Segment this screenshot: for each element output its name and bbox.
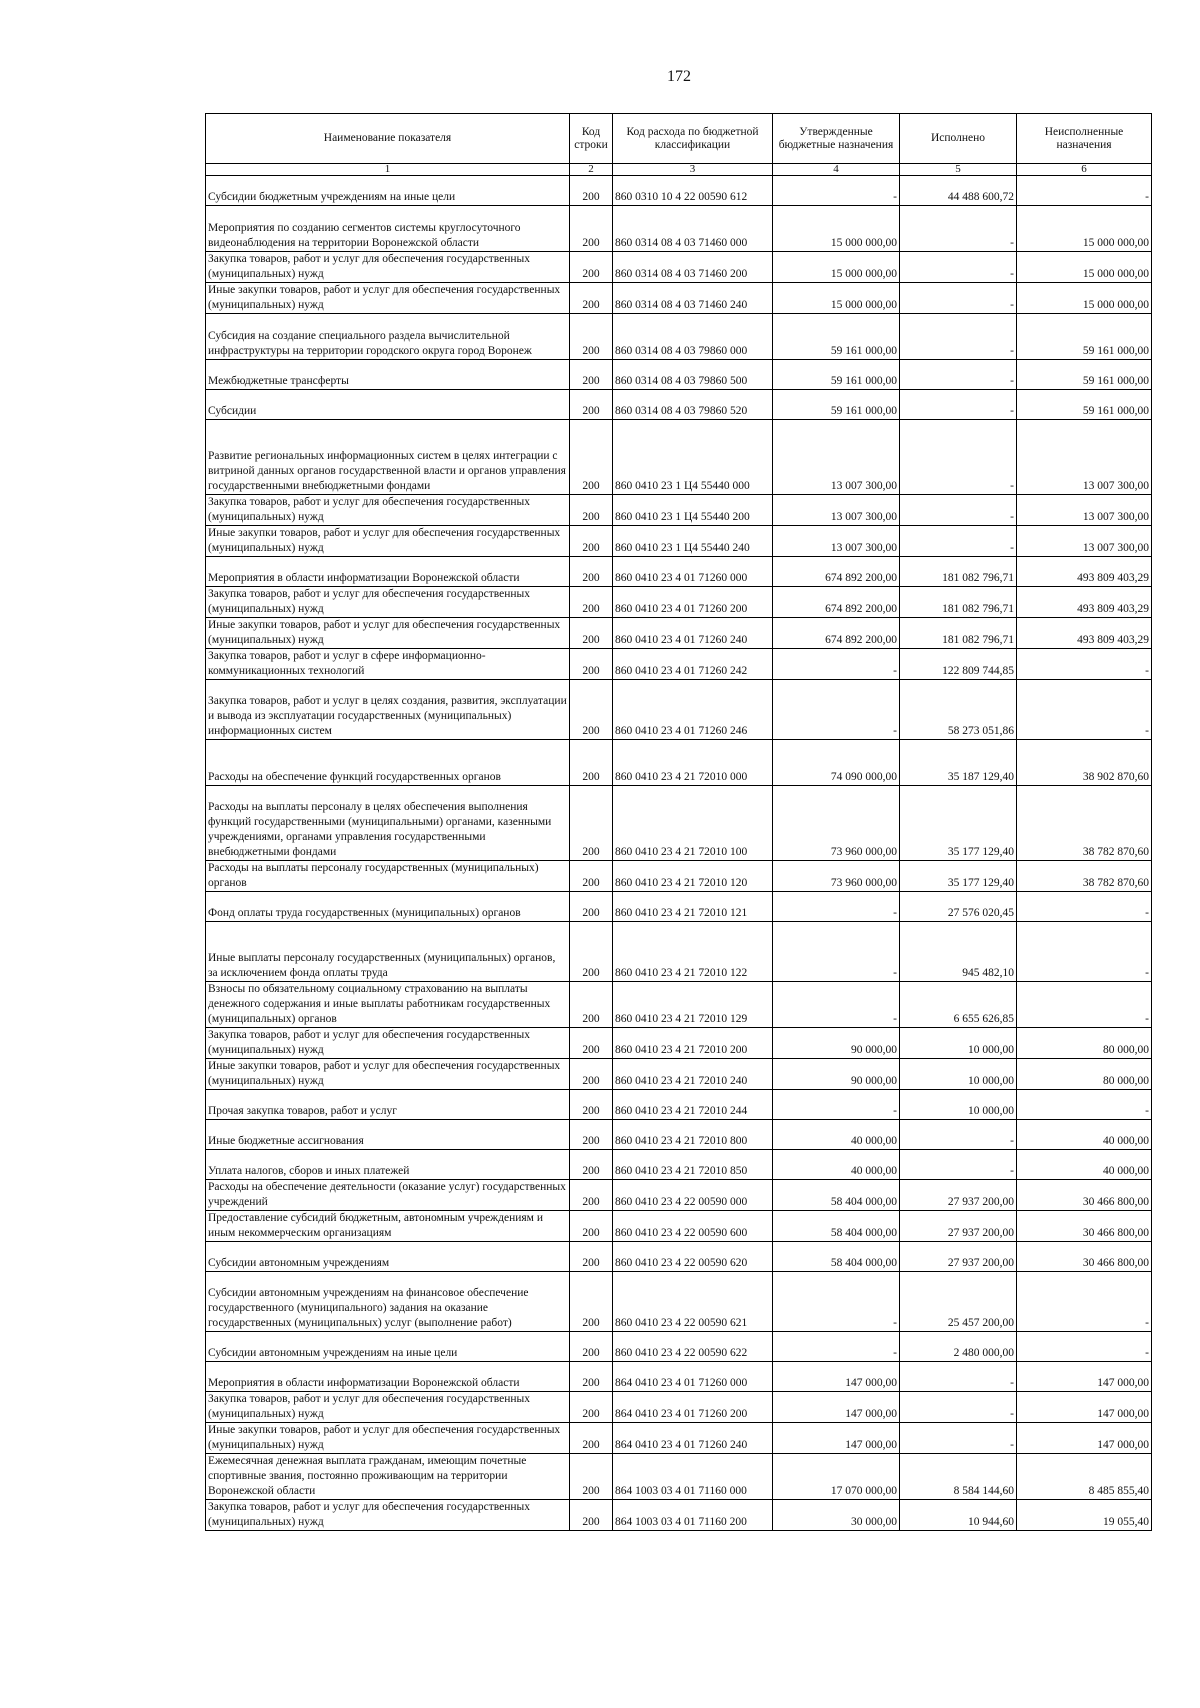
row-executed: 35 177 129,40 xyxy=(900,861,1017,892)
row-approved: 40 000,00 xyxy=(773,1150,900,1180)
row-expense-code: 860 0410 23 4 21 72010 800 xyxy=(613,1120,773,1150)
row-executed: - xyxy=(900,206,1017,252)
row-approved: 59 161 000,00 xyxy=(773,314,900,360)
row-name: Расходы на выплаты персоналу государственных (муниципальных) органов xyxy=(206,861,570,892)
budget-execution-table xyxy=(205,113,1152,1531)
column-number: 3 xyxy=(613,164,773,176)
row-approved: 59 161 000,00 xyxy=(773,360,900,390)
row-executed: 8 584 144,60 xyxy=(900,1454,1017,1500)
row-executed: - xyxy=(900,360,1017,390)
row-approved: - xyxy=(773,680,900,740)
row-expense-code: 860 0410 23 4 21 72010 000 xyxy=(613,740,773,786)
row-unexecuted: - xyxy=(1017,649,1152,680)
header-approved: Утвержденные бюджетные назначения xyxy=(773,114,900,164)
row-name: Уплата налогов, сборов и иных платежей xyxy=(206,1150,570,1180)
table-row xyxy=(206,390,1152,420)
table-row xyxy=(206,618,1152,649)
row-unexecuted: 147 000,00 xyxy=(1017,1362,1152,1392)
row-unexecuted: - xyxy=(1017,1090,1152,1120)
row-line-code: 200 xyxy=(570,283,613,314)
row-name: Предоставление субсидий бюджетным, автономным учреждениям и иным некоммерческим организациям xyxy=(206,1211,570,1242)
row-name: Мероприятия по созданию сегментов системы круглосуточного видеонаблюдения на территории Воронежской области xyxy=(206,206,570,252)
row-expense-code: 860 0410 23 4 01 71260 000 xyxy=(613,557,773,587)
table-row xyxy=(206,1423,1152,1454)
table-row xyxy=(206,1392,1152,1423)
row-expense-code: 860 0410 23 4 22 00590 620 xyxy=(613,1242,773,1272)
row-expense-code: 860 0410 23 4 22 00590 000 xyxy=(613,1180,773,1211)
row-line-code: 200 xyxy=(570,176,613,206)
table-row xyxy=(206,1500,1152,1531)
row-expense-code: 864 1003 03 4 01 71160 200 xyxy=(613,1500,773,1531)
row-approved: 147 000,00 xyxy=(773,1362,900,1392)
table-row xyxy=(206,495,1152,526)
row-unexecuted: 15 000 000,00 xyxy=(1017,206,1152,252)
row-expense-code: 860 0410 23 4 01 71260 242 xyxy=(613,649,773,680)
row-executed: - xyxy=(900,1392,1017,1423)
row-unexecuted: 13 007 300,00 xyxy=(1017,526,1152,557)
table-row xyxy=(206,252,1152,283)
row-approved: - xyxy=(773,892,900,922)
column-number: 5 xyxy=(900,164,1017,176)
row-line-code: 200 xyxy=(570,495,613,526)
row-executed: 27 576 020,45 xyxy=(900,892,1017,922)
row-name: Закупка товаров, работ и услуг для обеспечения государственных (муниципальных) нужд xyxy=(206,587,570,618)
row-executed: - xyxy=(900,1150,1017,1180)
row-expense-code: 860 0310 10 4 22 00590 612 xyxy=(613,176,773,206)
row-line-code: 200 xyxy=(570,1423,613,1454)
row-executed: - xyxy=(900,252,1017,283)
row-line-code: 200 xyxy=(570,1180,613,1211)
row-approved: - xyxy=(773,176,900,206)
row-line-code: 200 xyxy=(570,740,613,786)
row-approved: - xyxy=(773,649,900,680)
row-name: Закупка товаров, работ и услуг для обеспечения государственных (муниципальных) нужд xyxy=(206,495,570,526)
page-number: 172 xyxy=(667,68,691,85)
row-approved: 147 000,00 xyxy=(773,1392,900,1423)
row-approved: 13 007 300,00 xyxy=(773,495,900,526)
row-name: Развитие региональных информационных систем в целях интеграции с витриной данных органов государственной власти и органов управления государственными внебюджетными фондами xyxy=(206,420,570,495)
table-row xyxy=(206,740,1152,786)
table-row xyxy=(206,360,1152,390)
row-expense-code: 864 0410 23 4 01 71260 240 xyxy=(613,1423,773,1454)
row-unexecuted: - xyxy=(1017,892,1152,922)
column-number: 6 xyxy=(1017,164,1152,176)
row-approved: 30 000,00 xyxy=(773,1500,900,1531)
row-name: Закупка товаров, работ и услуг для обеспечения государственных (муниципальных) нужд xyxy=(206,1500,570,1531)
row-name: Фонд оплаты труда государственных (муниципальных) органов xyxy=(206,892,570,922)
table-header xyxy=(206,114,1152,176)
table-row xyxy=(206,861,1152,892)
row-line-code: 200 xyxy=(570,1120,613,1150)
row-expense-code: 860 0410 23 4 21 72010 240 xyxy=(613,1059,773,1090)
row-unexecuted: 30 466 800,00 xyxy=(1017,1242,1152,1272)
row-unexecuted: 30 466 800,00 xyxy=(1017,1211,1152,1242)
row-executed: 10 000,00 xyxy=(900,1059,1017,1090)
row-executed: 10 944,60 xyxy=(900,1500,1017,1531)
table-row xyxy=(206,1150,1152,1180)
row-executed: 10 000,00 xyxy=(900,1090,1017,1120)
row-executed: 58 273 051,86 xyxy=(900,680,1017,740)
row-expense-code: 860 0410 23 4 01 71260 200 xyxy=(613,587,773,618)
row-approved: - xyxy=(773,922,900,982)
row-name: Субсидии бюджетным учреждениям на иные цели xyxy=(206,176,570,206)
row-name: Иные закупки товаров, работ и услуг для обеспечения государственных (муниципальных) нужд xyxy=(206,526,570,557)
table-row xyxy=(206,1242,1152,1272)
row-unexecuted: - xyxy=(1017,922,1152,982)
row-approved: 59 161 000,00 xyxy=(773,390,900,420)
row-unexecuted: 38 782 870,60 xyxy=(1017,786,1152,861)
row-executed: 25 457 200,00 xyxy=(900,1272,1017,1332)
row-line-code: 200 xyxy=(570,420,613,495)
row-name: Ежемесячная денежная выплата гражданам, имеющим почетные спортивные звания, постоянно проживающим на территории Воронежской области xyxy=(206,1454,570,1500)
row-expense-code: 860 0314 08 4 03 71460 240 xyxy=(613,283,773,314)
row-name: Закупка товаров, работ и услуг для обеспечения государственных (муниципальных) нужд xyxy=(206,252,570,283)
row-line-code: 200 xyxy=(570,206,613,252)
table-row xyxy=(206,1211,1152,1242)
row-unexecuted: 19 055,40 xyxy=(1017,1500,1152,1531)
header-executed: Исполнено xyxy=(900,114,1017,164)
row-executed: 122 809 744,85 xyxy=(900,649,1017,680)
row-name: Мероприятия в области информатизации Воронежской области xyxy=(206,1362,570,1392)
row-unexecuted: 80 000,00 xyxy=(1017,1059,1152,1090)
row-approved: 15 000 000,00 xyxy=(773,206,900,252)
row-approved: 13 007 300,00 xyxy=(773,420,900,495)
row-approved: 674 892 200,00 xyxy=(773,618,900,649)
row-expense-code: 860 0410 23 4 01 71260 246 xyxy=(613,680,773,740)
row-expense-code: 860 0410 23 4 21 72010 100 xyxy=(613,786,773,861)
row-approved: 15 000 000,00 xyxy=(773,283,900,314)
row-approved: 674 892 200,00 xyxy=(773,557,900,587)
row-expense-code: 860 0410 23 4 22 00590 600 xyxy=(613,1211,773,1242)
row-name: Иные закупки товаров, работ и услуг для обеспечения государственных (муниципальных) нужд xyxy=(206,283,570,314)
row-expense-code: 864 1003 03 4 01 71160 000 xyxy=(613,1454,773,1500)
column-number: 1 xyxy=(206,164,570,176)
row-expense-code: 860 0410 23 4 21 72010 121 xyxy=(613,892,773,922)
row-unexecuted: - xyxy=(1017,176,1152,206)
row-executed: 27 937 200,00 xyxy=(900,1211,1017,1242)
table-row xyxy=(206,587,1152,618)
row-executed: 6 655 626,85 xyxy=(900,982,1017,1028)
row-name: Иные закупки товаров, работ и услуг для обеспечения государственных (муниципальных) нужд xyxy=(206,1059,570,1090)
row-executed: - xyxy=(900,1362,1017,1392)
table-row xyxy=(206,1272,1152,1332)
row-expense-code: 860 0410 23 4 21 72010 120 xyxy=(613,861,773,892)
table-row xyxy=(206,206,1152,252)
row-approved: 73 960 000,00 xyxy=(773,786,900,861)
row-name: Иные выплаты персоналу государственных (муниципальных) органов, за исключением фонда оплаты труда xyxy=(206,922,570,982)
row-unexecuted: 59 161 000,00 xyxy=(1017,390,1152,420)
row-unexecuted: 38 902 870,60 xyxy=(1017,740,1152,786)
row-line-code: 200 xyxy=(570,618,613,649)
row-approved: 147 000,00 xyxy=(773,1423,900,1454)
table-row xyxy=(206,176,1152,206)
row-name: Расходы на обеспечение функций государственных органов xyxy=(206,740,570,786)
row-executed: 945 482,10 xyxy=(900,922,1017,982)
row-unexecuted: 493 809 403,29 xyxy=(1017,618,1152,649)
row-line-code: 200 xyxy=(570,680,613,740)
table-row xyxy=(206,420,1152,495)
row-line-code: 200 xyxy=(570,922,613,982)
row-name: Иные закупки товаров, работ и услуг для обеспечения государственных (муниципальных) нужд xyxy=(206,618,570,649)
row-name: Закупка товаров, работ и услуг в целях создания, развития, эксплуатации и вывода из эксплуатации государственных (муниципальных) информационных систем xyxy=(206,680,570,740)
column-number: 4 xyxy=(773,164,900,176)
row-approved: - xyxy=(773,982,900,1028)
table-row xyxy=(206,982,1152,1028)
row-line-code: 200 xyxy=(570,1362,613,1392)
row-line-code: 200 xyxy=(570,649,613,680)
row-unexecuted: 13 007 300,00 xyxy=(1017,495,1152,526)
row-expense-code: 860 0314 08 4 03 79860 520 xyxy=(613,390,773,420)
row-name: Иные бюджетные ассигнования xyxy=(206,1120,570,1150)
row-approved: 58 404 000,00 xyxy=(773,1242,900,1272)
row-name: Закупка товаров, работ и услуг в сфере информационно-коммуникационных технологий xyxy=(206,649,570,680)
row-approved: 90 000,00 xyxy=(773,1028,900,1059)
row-name: Субсидия на создание специального раздела вычислительной инфраструктуры на территории городского округа город Воронеж xyxy=(206,314,570,360)
row-line-code: 200 xyxy=(570,1272,613,1332)
row-unexecuted: 147 000,00 xyxy=(1017,1392,1152,1423)
table-row xyxy=(206,649,1152,680)
row-unexecuted: 8 485 855,40 xyxy=(1017,1454,1152,1500)
row-approved: 74 090 000,00 xyxy=(773,740,900,786)
row-approved: 73 960 000,00 xyxy=(773,861,900,892)
table-row xyxy=(206,526,1152,557)
row-approved: 40 000,00 xyxy=(773,1120,900,1150)
row-name: Расходы на выплаты персоналу в целях обеспечения выполнения функций государственными (муниципальными) органами, казенными учреждениями, органами управления государственными внебюджетными фондами xyxy=(206,786,570,861)
row-executed: - xyxy=(900,495,1017,526)
table-row xyxy=(206,1454,1152,1500)
row-name: Закупка товаров, работ и услуг для обеспечения государственных (муниципальных) нужд xyxy=(206,1392,570,1423)
row-executed: - xyxy=(900,283,1017,314)
row-approved: - xyxy=(773,1332,900,1362)
row-line-code: 200 xyxy=(570,1242,613,1272)
table-row xyxy=(206,1028,1152,1059)
row-executed: 35 177 129,40 xyxy=(900,786,1017,861)
row-line-code: 200 xyxy=(570,982,613,1028)
row-unexecuted: 59 161 000,00 xyxy=(1017,360,1152,390)
row-line-code: 200 xyxy=(570,786,613,861)
row-expense-code: 860 0410 23 1 Ц4 55440 200 xyxy=(613,495,773,526)
table-row xyxy=(206,1180,1152,1211)
row-expense-code: 860 0410 23 4 21 72010 200 xyxy=(613,1028,773,1059)
header-expense-code: Код расхода по бюджетной классификации xyxy=(613,114,773,164)
table-row xyxy=(206,1090,1152,1120)
row-expense-code: 864 0410 23 4 01 71260 200 xyxy=(613,1392,773,1423)
row-line-code: 200 xyxy=(570,1500,613,1531)
row-approved: 17 070 000,00 xyxy=(773,1454,900,1500)
row-line-code: 200 xyxy=(570,1211,613,1242)
row-approved: - xyxy=(773,1090,900,1120)
row-line-code: 200 xyxy=(570,861,613,892)
row-name: Взносы по обязательному социальному страхованию на выплаты денежного содержания и иные выплаты работникам государственных (муниципальных) органов xyxy=(206,982,570,1028)
row-executed: - xyxy=(900,526,1017,557)
row-expense-code: 860 0314 08 4 03 79860 000 xyxy=(613,314,773,360)
row-unexecuted: 493 809 403,29 xyxy=(1017,557,1152,587)
table-row xyxy=(206,1362,1152,1392)
row-unexecuted: 15 000 000,00 xyxy=(1017,252,1152,283)
table-row xyxy=(206,786,1152,861)
row-line-code: 200 xyxy=(570,1392,613,1423)
row-executed: 27 937 200,00 xyxy=(900,1242,1017,1272)
row-unexecuted: 147 000,00 xyxy=(1017,1423,1152,1454)
row-line-code: 200 xyxy=(570,1059,613,1090)
row-approved: 58 404 000,00 xyxy=(773,1211,900,1242)
row-name: Закупка товаров, работ и услуг для обеспечения государственных (муниципальных) нужд xyxy=(206,1028,570,1059)
header-unexecuted: Неисполненные назначения xyxy=(1017,114,1152,164)
row-expense-code: 860 0410 23 4 21 72010 850 xyxy=(613,1150,773,1180)
row-line-code: 200 xyxy=(570,892,613,922)
row-approved: 674 892 200,00 xyxy=(773,587,900,618)
table-row xyxy=(206,922,1152,982)
column-number: 2 xyxy=(570,164,613,176)
row-line-code: 200 xyxy=(570,526,613,557)
row-expense-code: 860 0410 23 1 Ц4 55440 240 xyxy=(613,526,773,557)
row-unexecuted: 40 000,00 xyxy=(1017,1150,1152,1180)
row-approved: 15 000 000,00 xyxy=(773,252,900,283)
row-executed: - xyxy=(900,1423,1017,1454)
row-line-code: 200 xyxy=(570,1090,613,1120)
row-name: Межбюджетные трансферты xyxy=(206,360,570,390)
row-expense-code: 864 0410 23 4 01 71260 000 xyxy=(613,1362,773,1392)
row-name: Субсидии xyxy=(206,390,570,420)
row-executed: - xyxy=(900,1120,1017,1150)
row-unexecuted: 59 161 000,00 xyxy=(1017,314,1152,360)
row-executed: 10 000,00 xyxy=(900,1028,1017,1059)
row-name: Расходы на обеспечение деятельности (оказание услуг) государственных учреждений xyxy=(206,1180,570,1211)
row-expense-code: 860 0314 08 4 03 71460 200 xyxy=(613,252,773,283)
row-executed: 44 488 600,72 xyxy=(900,176,1017,206)
row-expense-code: 860 0314 08 4 03 71460 000 xyxy=(613,206,773,252)
row-unexecuted: 80 000,00 xyxy=(1017,1028,1152,1059)
row-approved: 13 007 300,00 xyxy=(773,526,900,557)
table-row xyxy=(206,557,1152,587)
table-row xyxy=(206,1120,1152,1150)
row-unexecuted: - xyxy=(1017,680,1152,740)
row-unexecuted: 13 007 300,00 xyxy=(1017,420,1152,495)
row-line-code: 200 xyxy=(570,1332,613,1362)
row-expense-code: 860 0410 23 4 01 71260 240 xyxy=(613,618,773,649)
row-expense-code: 860 0410 23 4 22 00590 622 xyxy=(613,1332,773,1362)
row-unexecuted: 15 000 000,00 xyxy=(1017,283,1152,314)
row-approved: 90 000,00 xyxy=(773,1059,900,1090)
row-executed: - xyxy=(900,390,1017,420)
row-name: Субсидии автономным учреждениям на финансовое обеспечение государственного (муниципального) задания на оказание государственных (муниципальных) услуг (выполнение работ) xyxy=(206,1272,570,1332)
row-name: Мероприятия в области информатизации Воронежской области xyxy=(206,557,570,587)
row-expense-code: 860 0410 23 1 Ц4 55440 000 xyxy=(613,420,773,495)
row-line-code: 200 xyxy=(570,1150,613,1180)
row-unexecuted: 38 782 870,60 xyxy=(1017,861,1152,892)
row-name: Субсидии автономным учреждениям xyxy=(206,1242,570,1272)
row-name: Иные закупки товаров, работ и услуг для обеспечения государственных (муниципальных) нужд xyxy=(206,1423,570,1454)
row-line-code: 200 xyxy=(570,1028,613,1059)
row-executed: 35 187 129,40 xyxy=(900,740,1017,786)
row-line-code: 200 xyxy=(570,1454,613,1500)
row-name: Прочая закупка товаров, работ и услуг xyxy=(206,1090,570,1120)
row-executed: 181 082 796,71 xyxy=(900,618,1017,649)
row-line-code: 200 xyxy=(570,252,613,283)
row-executed: - xyxy=(900,314,1017,360)
row-executed: 2 480 000,00 xyxy=(900,1332,1017,1362)
row-name: Субсидии автономным учреждениям на иные цели xyxy=(206,1332,570,1362)
row-line-code: 200 xyxy=(570,587,613,618)
header-name: Наименование показателя xyxy=(206,114,570,164)
table-row xyxy=(206,1059,1152,1090)
table-row xyxy=(206,680,1152,740)
row-unexecuted: - xyxy=(1017,982,1152,1028)
row-line-code: 200 xyxy=(570,557,613,587)
row-executed: 27 937 200,00 xyxy=(900,1180,1017,1211)
row-approved: - xyxy=(773,1272,900,1332)
row-line-code: 200 xyxy=(570,314,613,360)
table-row xyxy=(206,1332,1152,1362)
row-line-code: 200 xyxy=(570,390,613,420)
row-expense-code: 860 0410 23 4 22 00590 621 xyxy=(613,1272,773,1332)
header-line-code: Код строки xyxy=(570,114,613,164)
table-row xyxy=(206,314,1152,360)
row-executed: 181 082 796,71 xyxy=(900,557,1017,587)
row-approved: 58 404 000,00 xyxy=(773,1180,900,1211)
row-executed: 181 082 796,71 xyxy=(900,587,1017,618)
row-executed: - xyxy=(900,420,1017,495)
row-line-code: 200 xyxy=(570,360,613,390)
row-unexecuted: 40 000,00 xyxy=(1017,1120,1152,1150)
row-unexecuted: 493 809 403,29 xyxy=(1017,587,1152,618)
row-unexecuted: - xyxy=(1017,1272,1152,1332)
row-unexecuted: 30 466 800,00 xyxy=(1017,1180,1152,1211)
row-expense-code: 860 0314 08 4 03 79860 500 xyxy=(613,360,773,390)
row-expense-code: 860 0410 23 4 21 72010 129 xyxy=(613,982,773,1028)
table-row xyxy=(206,283,1152,314)
row-expense-code: 860 0410 23 4 21 72010 122 xyxy=(613,922,773,982)
table-body xyxy=(206,176,1152,1531)
row-unexecuted: - xyxy=(1017,1332,1152,1362)
row-expense-code: 860 0410 23 4 21 72010 244 xyxy=(613,1090,773,1120)
table-row xyxy=(206,892,1152,922)
